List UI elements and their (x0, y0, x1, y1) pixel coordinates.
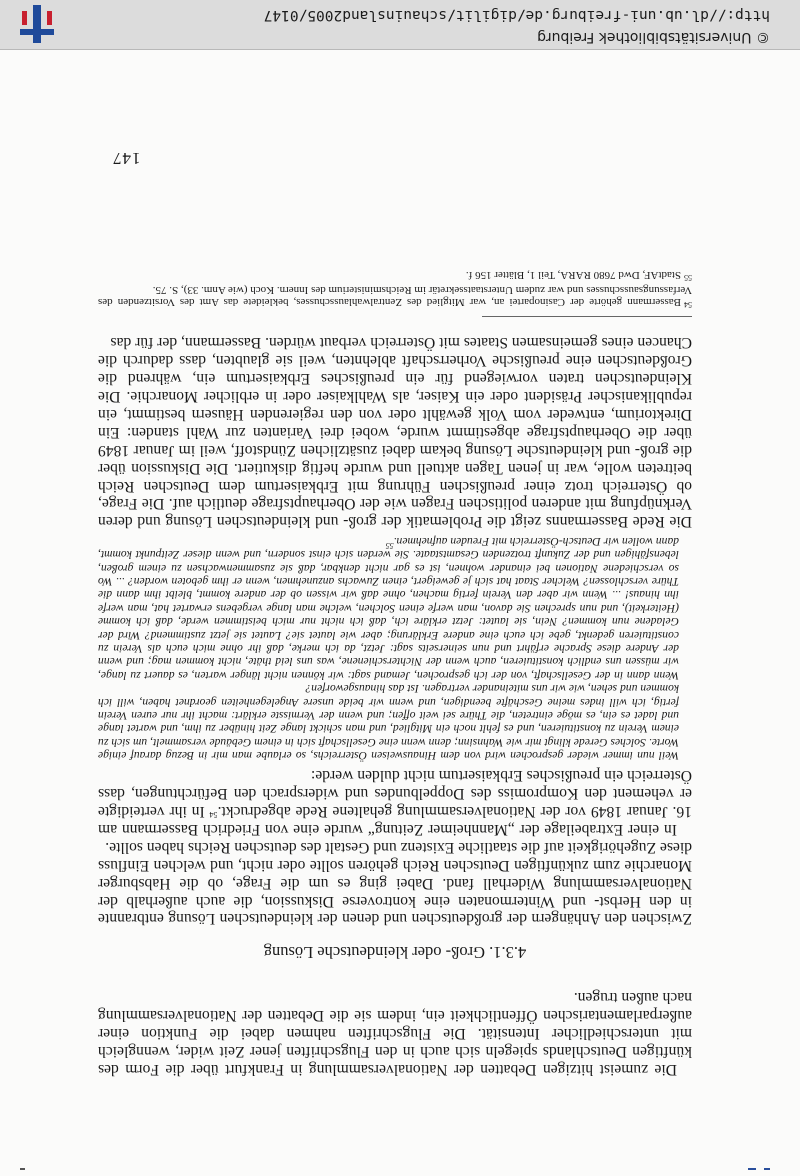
footnote-54-text: Bassermann gehörte der Casinopartei an, war Mitglied des Zentralwahlausschusses, bekleidete das Amt des Vorsitzenden des Verfassungsausschusses und war zudem Unterstaatssekretär im Reichsministerium des Innern. Koch (wie Anm. 33), S. 75. (98, 283, 692, 309)
block-quote (98, 534, 679, 762)
copyright-notice: © Universitätsbibliothek Freiburg (537, 29, 770, 45)
quote-paragraph-2 (98, 534, 679, 681)
paragraph-2-rest: In ihr verteidigte er vehement den Kompromiss des Doppelbundes und widersprach den Befürchtungen, dass Österreich ein preußisches Erbkaisertum nicht dulden werde: (97, 767, 692, 821)
university-library-logo-icon (16, 3, 58, 45)
quote-2-text: Wenn dann in der Gesellschaft, von der ich gesprochen, Jemand sagt: wir können nicht länger warten, es dauert zu lange, wir müssen uns endlich konstituieren, auch wenn der Nichterschienene, was uns leid thäte, nicht kommen mag; und wenn der Andere diese Sprache erfährt und nun seinerseits sagt: Jetzt, da ich merke, daß ihr ohne mich euch als Verein zu constituieren gedenkt, gebe ich euch eine andere Erklärung; aber wie lautet sie? Lautet sie jetzt zustimmend? Wird der Geladene nun kommen? Nein, sie lautet: Jetzt erkläre ich, daß ich nicht nur mich beistimmen werde, daß ich komme (Heiterkeit), und nun sprechen Sie davon, man werfe einen Solchen, welche man lange vergebens erwartet hat, man werfe ihn hinaus! ... Wenn wir aber den Verein fertig machen, ohne daß wir wissen ob der andere kommt, bleibt ihm dann die Thüre verschlossen? Welcher Staat hat sich je geweigert, einen Zuwachs anzunehmen, wenn er ihm geboten worden? ... Wo so verschiedene Nationen bei einander wohnen, ist es gar nicht denkbar, daß sie zusammenwachsen zu einem großen, lebensfähigen und der Zukunft trotzenden Gesamtstaate. Sie werden sich einst sondern, und wenn dieser Zeitpunkt kommt, dann wollen wir Deutsch-Österreich mit Freuden aufnehmen. (98, 534, 679, 682)
footnote-55 (98, 269, 692, 284)
footnote-divider (482, 316, 692, 317)
footnote-55-text: StadtAF, Dwd 7680 RARA, Teil 1, Blätter 156 f. (465, 269, 681, 282)
edge-mark (748, 1168, 756, 1170)
intro-paragraph: Die zumeist hitzigen Debatten der Nationalversammlung in Frankfurt über die Form des künftigen Deutschlands spiegeln sich auch in den Flugschriften jener Zeit wider, wenngleich mit unterschiedlicher Intensität. Die Flugschriften nahmen dabei die Funktion einer außerparlamentarischen Öffentlichkeit ein, indem sie die Debatten der Nationalversammlung nach außen trugen. (98, 989, 692, 1078)
edge-mark (20, 1168, 25, 1170)
paragraph-2-text: In einer Extrabeilage der „Mannheimer Zeitung“ wurde eine von Friedrich Bassermann am 16. Januar 1849 vor der Nationalversammlung gehaltene Rede abgedruckt. (98, 803, 692, 838)
edge-mark (764, 1168, 770, 1170)
footnote-54-number: 54 (684, 300, 692, 310)
page-number: 147 (112, 149, 141, 168)
footnote-ref-54: 54 (209, 810, 218, 820)
library-footer (0, 0, 800, 50)
body-paragraph-1: Zwischen den Anhängern der großdeutschen und denen der kleindeutschen Lösung entbrannte in den Herbst- und Wintermonaten eine kontroverse Diskussion, die auch außerhalb der Nationalversammlung Widerhall fand. Dabei ging es um die Frage, ob die Habsburger Monarchie zum zukünftigen Deutschen Reich gehören sollte oder nicht, und welchen Einfluss diese Zugehörigkeit auf die staatliche Existenz und Gestalt des deutschen Reichs haben sollte. (98, 838, 692, 928)
footnote-55-number: 55 (684, 273, 692, 283)
footnote-54 (98, 283, 692, 310)
section-heading: 4.3.1. Groß- oder kleindeutsche Lösung (263, 943, 527, 963)
body-paragraph-2 (98, 766, 692, 838)
scanned-paper (0, 50, 800, 1176)
page-content (98, 269, 692, 1078)
quote-paragraph-1: Weil nun immer wieder gesprochen wird von dem Hinausweisen Österreichs, so erlaube man mir in Bezug darauf einige Worte. Solches Gerede klingt mir wie Wahnsinn; denn wenn eine Gesellschaft sich in einem Gebäude versammelt, um sich zu einem Verein zu konstituieren, und es fehlt noch ein Mitglied, und man schickt lange Zeit hinüber zu ihm, und wartet lange und ladet es ein, es möge eintreten, die Thüre sei weit offen; und wenn der Vermisste erklärt: macht ihr nur euren Verein fertig, ich will indes meine Geschäfte beendigen, und wenn wir beide unsere Angelegenheiten geordnet haben, will ich kommen und sehen, wie wir uns miteinander vertragen. Ist das hinausgeworfen? (98, 682, 679, 763)
body-paragraph-3: Die Rede Bassermanns zeigt die Problematik der groß- und kleindeutschen Lösung und deren Verknüpfung mit anderen politischen Fragen wie der Oberhauptsfrage deutlich auf. Die Frage, ob Österreich trotz einer preußischen Führung mit Erbkaisertum dem Deutschen Reich beitreten wolle, war in jenen Tagen aktuell und wurde heftig diskutiert. Die Diskussion über die groß- und kleindeutsche Lösung bekam dabei zusätzlichen Zündstoff, weil im Januar 1849 über die Oberhauptsfrage abgestimmt wurde, wobei drei Varianten zur Wahl standen: Ein Direktorium, entweder vom Volk gewählt oder von den regierenden Häusern bestimmt, ein republikanischer Präsident oder ein Kaiser, als Wahlkaiser oder in erblicher Monarchie. Die Kleindeutschen traten vorwiegend für ein preußisches Erbkaisertum ein, während die Großdeutschen eine preußische Vorherrschaft ablehnten, weil sie glaubten, dass dadurch die Chancen eines gemeinsamen Staates mit Österreich verbaut würden. Bassermann, der für das (98, 334, 692, 531)
footnote-ref-55: 55 (385, 540, 394, 550)
source-url-link[interactable]: http://dl.ub.uni-freiburg.de/digilit/schauinsland2005/0147 (263, 7, 770, 23)
